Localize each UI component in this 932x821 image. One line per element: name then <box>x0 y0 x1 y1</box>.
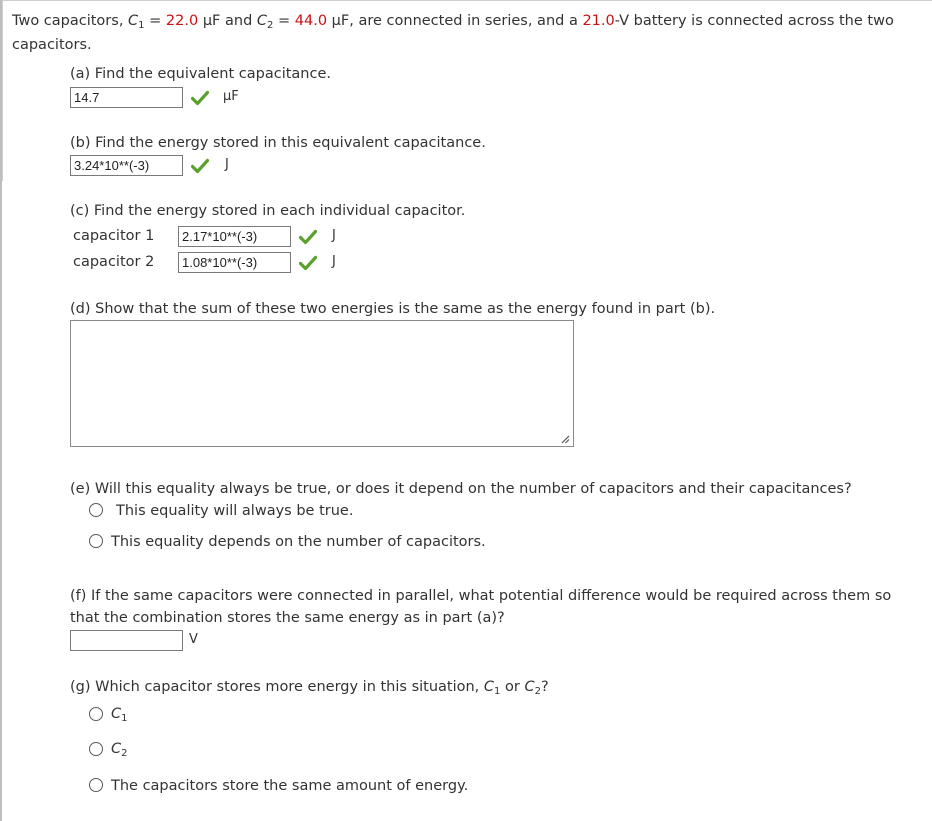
capacitor-2-answer-input[interactable] <box>178 252 291 273</box>
option-c2-subscript: 2 <box>121 748 128 759</box>
c1-symbol: C <box>128 13 139 29</box>
part-a-prompt: (a) Find the equivalent capacitance. <box>70 66 331 82</box>
unit-and-text: μF and <box>198 13 257 29</box>
option-same-energy-label: The capacitors store the same amount of energy. <box>111 778 469 794</box>
c2-symbol: C <box>524 679 535 695</box>
capacitor-1-unit: J <box>332 228 336 243</box>
part-b-answer-input[interactable] <box>70 155 183 176</box>
radio-c1[interactable] <box>89 707 103 721</box>
c2-subscript: 2 <box>267 20 274 31</box>
check-icon <box>299 229 317 245</box>
c1-subscript: 1 <box>138 20 145 31</box>
equals-text: = <box>144 13 166 29</box>
capacitor-1-label: capacitor 1 <box>73 228 155 244</box>
part-c-prompt: (c) Find the energy stored in each individual capacitor. <box>70 203 466 219</box>
left-border-accent <box>2 0 3 181</box>
series-text: μF, are connected in series, and a <box>327 13 583 29</box>
intro-line-2: capacitors. <box>12 37 92 53</box>
c2-symbol: C <box>256 13 268 29</box>
option-c1-label <box>111 705 128 723</box>
or-text: or <box>500 679 525 695</box>
part-a-answer-input[interactable] <box>70 87 183 108</box>
equals-text-2: = <box>273 13 295 29</box>
option-c1-symbol: C <box>111 706 122 722</box>
option-always-true-label: This equality will always be true. <box>116 503 354 519</box>
part-g-prompt <box>70 678 549 696</box>
c2-subscript: 2 <box>534 686 541 697</box>
part-f-prompt-line-1: (f) If the same capacitors were connected in parallel, what potential difference would be required across them so <box>70 588 892 604</box>
option-c1-subscript: 1 <box>121 713 128 724</box>
c2-value: 44.0 <box>294 13 328 29</box>
check-icon <box>191 158 209 174</box>
battery-text: -V battery is connected across the two <box>614 13 894 29</box>
c1-symbol: C <box>483 679 495 695</box>
capacitor-2-label: capacitor 2 <box>73 254 155 270</box>
part-b-unit: J <box>225 157 229 172</box>
part-e-prompt: (e) Will this equality always be true, or does it depend on the number of capacitors and their capacitances? <box>70 481 852 497</box>
radio-c2[interactable] <box>89 742 103 756</box>
battery-voltage: 21.0 <box>582 13 615 29</box>
option-c2-symbol: C <box>111 741 122 757</box>
option-depends-label: This equality depends on the number of capacitors. <box>111 534 486 550</box>
radio-same-energy[interactable] <box>89 778 103 792</box>
part-f-answer-input[interactable] <box>70 630 183 651</box>
question-mark: ? <box>540 679 549 695</box>
option-c2-label <box>111 740 128 758</box>
check-icon <box>299 255 317 271</box>
capacitor-2-unit: J <box>332 254 336 269</box>
part-f-prompt-line-2: that the combination stores the same energy as in part (a)? <box>70 610 505 626</box>
part-f-unit: V <box>189 632 198 647</box>
c1-value: 22.0 <box>165 13 199 29</box>
intro-text: Two capacitors, <box>12 13 129 29</box>
c1-subscript: 1 <box>494 686 501 697</box>
part-g-text: (g) Which capacitor stores more energy in this situation, <box>70 679 484 695</box>
resize-grip-icon[interactable] <box>560 434 570 444</box>
part-b-prompt: (b) Find the energy stored in this equivalent capacitance. <box>70 135 486 151</box>
top-border <box>0 0 932 1</box>
part-d-prompt: (d) Show that the sum of these two energies is the same as the energy found in part (b). <box>70 301 716 317</box>
check-icon <box>191 90 209 106</box>
part-d-response-textarea[interactable] <box>70 320 574 447</box>
intro-line-1 <box>12 12 894 30</box>
radio-depends[interactable] <box>89 534 103 548</box>
radio-always-true[interactable] <box>89 503 103 517</box>
capacitor-1-answer-input[interactable] <box>178 226 291 247</box>
part-a-unit: μF <box>223 89 239 104</box>
